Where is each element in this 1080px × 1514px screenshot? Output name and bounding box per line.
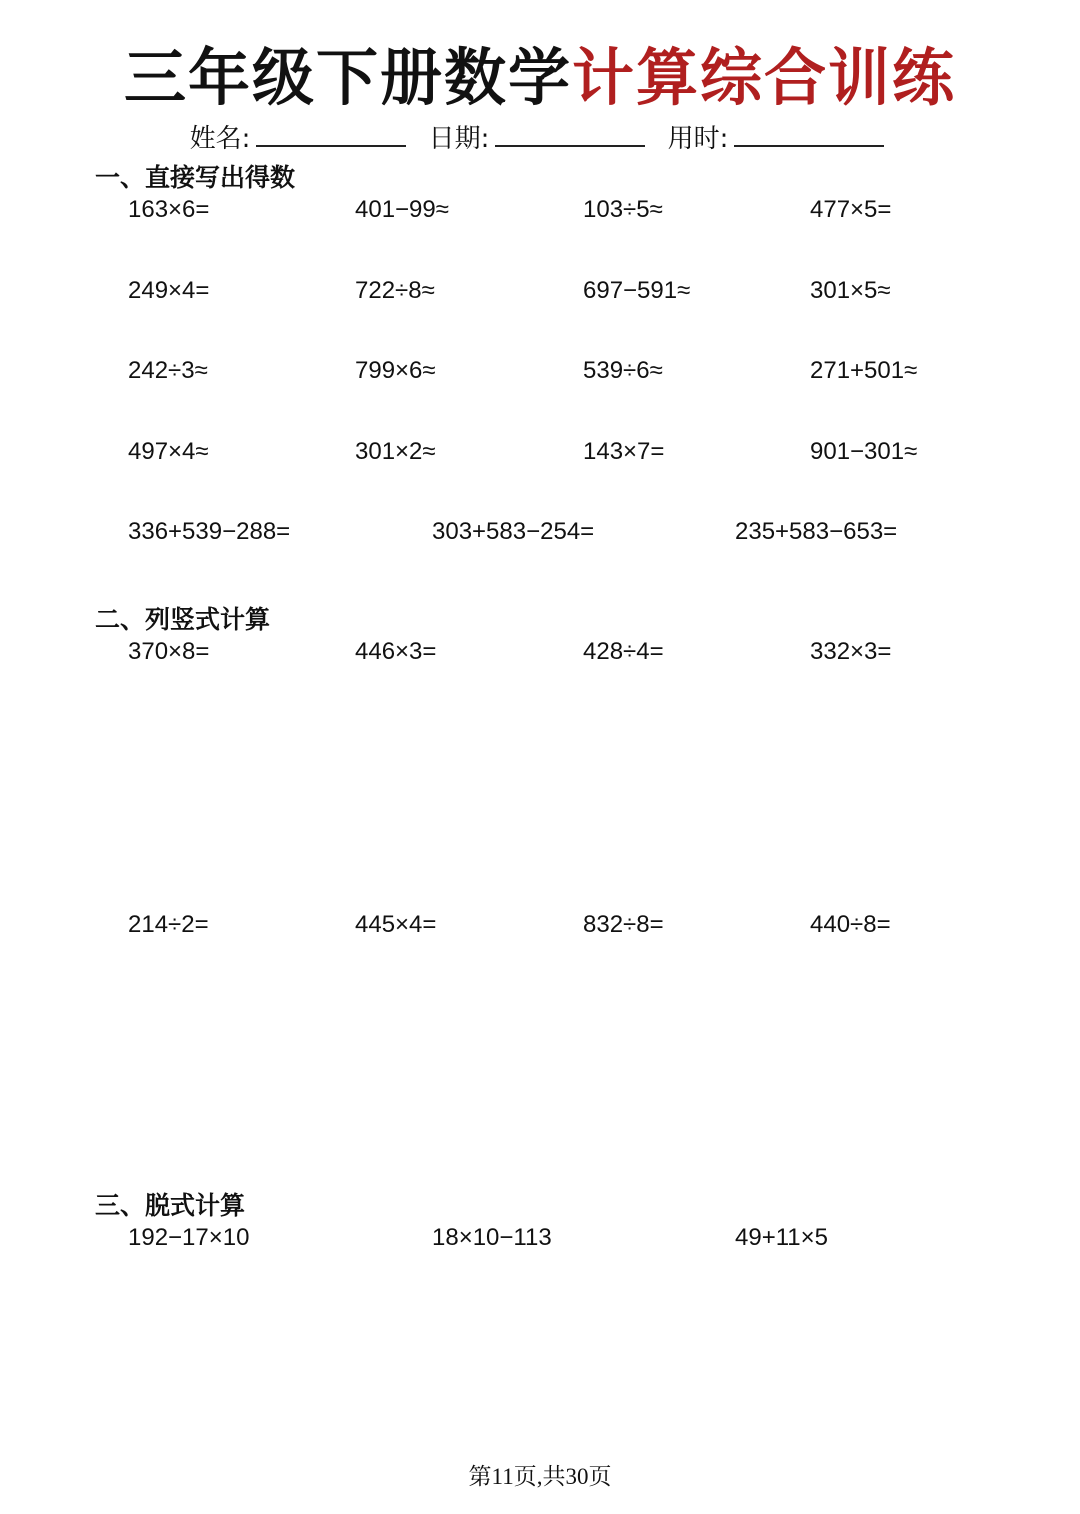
problem: 497×4≈	[128, 438, 209, 465]
problem: 303+583−254=	[432, 518, 595, 545]
problem: 401−99≈	[355, 196, 449, 223]
problem: 370×8=	[128, 638, 210, 665]
section-3-heading: 三、脱式计算	[95, 1191, 246, 1220]
name-label: 姓名:	[189, 124, 251, 154]
problem: 301×2≈	[355, 438, 436, 465]
problem: 446×3=	[355, 638, 437, 665]
problem: 163×6=	[128, 196, 210, 223]
name-blank	[256, 123, 406, 147]
date-label: 日期:	[428, 124, 490, 154]
problem: 18×10−113	[432, 1224, 552, 1251]
problem: 445×4=	[355, 911, 437, 938]
problem: 192−17×10	[128, 1224, 250, 1251]
problem: 214÷2=	[128, 911, 209, 938]
problem: 301×5≈	[810, 277, 891, 304]
problem: 235+583−653=	[735, 518, 898, 545]
page-footer: 第11页,共30页	[468, 1464, 612, 1489]
problem: 103÷5≈	[583, 196, 663, 223]
worksheet-title	[0, 28, 1080, 117]
problem: 539÷6≈	[583, 357, 663, 384]
problem: 697−591≈	[583, 277, 691, 304]
problem: 477×5=	[810, 196, 892, 223]
section-1-heading: 一、直接写出得数	[95, 163, 296, 192]
problem: 249×4=	[128, 277, 210, 304]
time-blank	[734, 123, 884, 147]
time-label: 用时:	[667, 124, 729, 154]
date-blank	[495, 123, 645, 147]
title-main: 三年级下册数学	[123, 41, 572, 114]
problem: 49+11×5	[735, 1224, 828, 1251]
problem: 901−301≈	[810, 438, 918, 465]
problem: 722÷8≈	[355, 277, 435, 304]
problem: 799×6≈	[355, 357, 436, 384]
problem: 242÷3≈	[128, 357, 208, 384]
student-info-row	[0, 118, 1080, 155]
problem: 332×3=	[810, 638, 892, 665]
section-2-heading: 二、列竖式计算	[95, 605, 271, 634]
problem: 271+501≈	[810, 357, 918, 384]
problem: 428÷4=	[583, 638, 664, 665]
problem: 336+539−288=	[128, 518, 291, 545]
problem: 143×7=	[583, 438, 665, 465]
title-highlight: 计算综合训练	[572, 41, 957, 114]
problem: 832÷8=	[583, 911, 664, 938]
problem: 440÷8=	[810, 911, 891, 938]
